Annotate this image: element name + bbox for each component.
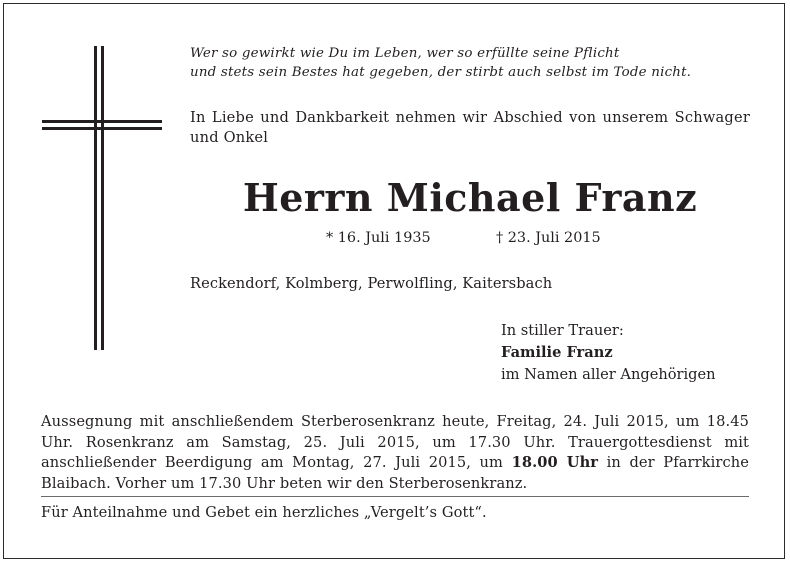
mourners-heading: In stiller Trauer:	[501, 322, 624, 339]
places-list: Reckendorf, Kolmberg, Perwolfling, Kaitersbach	[190, 275, 553, 292]
mourners-block	[501, 320, 761, 386]
thanks-text: Für Anteilnahme und Gebet ein herzliches „Vergelt’s Gott“.	[41, 504, 487, 521]
deceased-name: Herrn Michael Franz	[242, 175, 698, 220]
verse-line-2: und stets sein Bestes hat gegeben, der stirbt auch selbst im Tode nicht.	[190, 65, 692, 80]
divider	[41, 496, 749, 497]
intro-text: In Liebe und Dankbarkeit nehmen wir Abschied von unserem Schwager und Onkel	[190, 109, 750, 146]
relatives-note: im Namen aller Angehörigen	[501, 366, 716, 383]
service-details	[41, 412, 749, 494]
memorial-verse	[190, 44, 760, 82]
service-text-after: in der Pfarrkirche Blaibach. Vorher um 17.30 Uhr beten wir den Sterberosenkranz.	[41, 454, 749, 492]
service-time-bold: 18.00 Uhr	[511, 454, 599, 472]
service-text-before: Aussegnung mit anschließendem Sterberosenkranz heute, Freitag, 24. Juli 2015, um 18.45 Uhr. Rosenkranz am Samstag, 25. Juli 2015, um 17.30 Uhr. Trauergottesdienst mit anschließender Beerdigung am Montag, 27. Juli 2015, um	[41, 413, 749, 472]
cross-icon	[42, 46, 162, 350]
verse-line-1: Wer so gewirkt wie Du im Leben, wer so erfüllte seine Pflicht	[190, 46, 620, 61]
birth-date: * 16. Juli 1935	[326, 230, 431, 246]
family-name: Familie Franz	[501, 344, 613, 361]
death-date: † 23. Juli 2015	[496, 230, 601, 246]
